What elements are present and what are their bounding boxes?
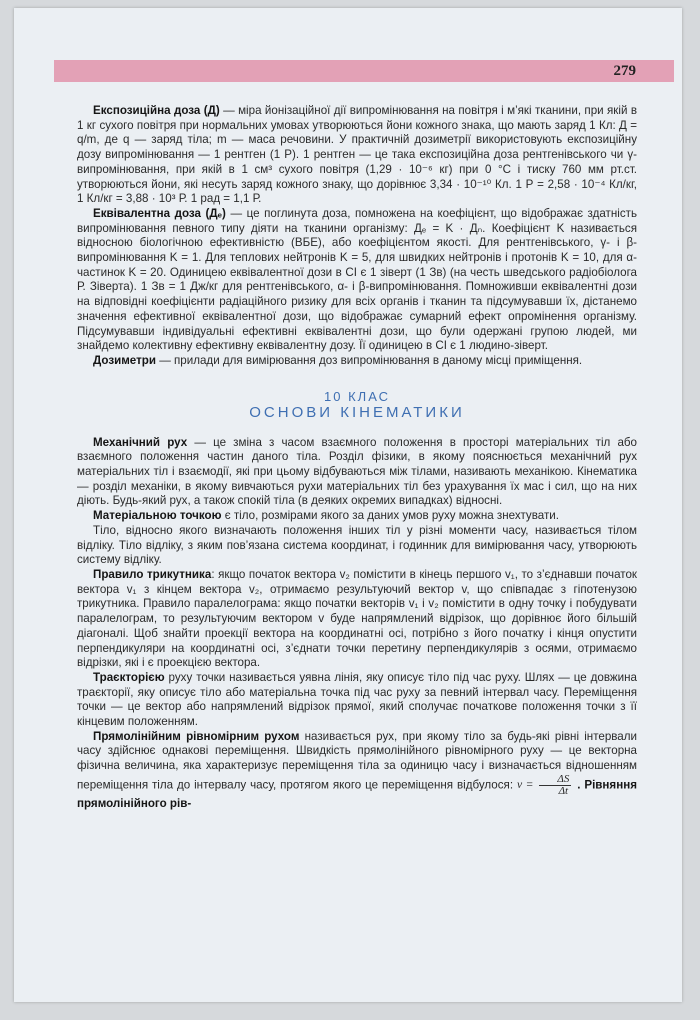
paragraph-equivalent-dose: Еквівалентна доза (Дₑ) — це поглинута доза, помножена на коефіцієнт, що відображає здатність випромінювання певного типу діяти на тканини організму: Дₑ = K · Дₙ. Коефіцієнт K називається відносною біологічною ефективністю (ВБЕ), або коефіцієнтом якості. Для рентгенівського, γ- і β-випромінювання K = 1. Для теплових нейтронів K = 5, для швидких нейтронів і протонів K = 10, для α-частинок K = 20. Одиницею еквівалентної дози в СІ є 1 зіверт (1 Зв) (на честь шведського радіобіолога Р. Зіверта). 1 Зв = 1 Дж/кг для рентгенівського, α- і β-випромінювання. Помноживши еквівалентні дози на відповідні коефіцієнти радіаційного ризику для всіх органів і тканин та підсумувавши їх, дістанемо значення ефективної еквівалентної дози, що відображає сумарний ефект опромінення організму. Підсумувавши індивідуальні ефективні еквівалентні дози, що були одержані групою людей, ми знайдемо колективну ефективну еквівалентну дозу. Її одиницею в СІ є 1 людино-зіверт.: [77, 206, 637, 353]
paragraph-exposure-dose: Експозиційна доза (Д) — міра йонізаційної дії випромінювання на повітря і м’які тканини, при якій в 1 кг сухого повітря при нормальних умовах утворюються йони кожного знака, що мають заряд 1 Кл: Д = q/m, де q — заряд тіла; m — маса речовини. У практичній дозиметрії використовують експозиційну дозу випромінювання — 1 рентген (1 Р). 1 рентген — це така експозиційна доза рентгенівського чи γ-випромінювання, при якій в 1 см³ сухого повітря (1,29 · 10⁻⁶ кг) при 0 °С і тиску 760 мм рт.ст. утворюються йони, які несуть заряд кожного знаку, що дорівнює 3,34 · 10⁻¹⁰ Кл. 1 Р = 2,58 · 10⁻⁴ Кл/кг, 1 Кл/кг = 3,88 · 10³ Р. 1 рад = 1,1 Р.: [77, 104, 637, 206]
formula-denominator: Δt: [558, 784, 569, 797]
paragraph-dosimeters: Дозиметри — прилади для вимірювання доз випромінювання в даному місці приміщення.: [93, 353, 583, 367]
formula-lhs: v =: [516, 778, 534, 792]
page-content: [77, 104, 637, 812]
formula-fraction: [539, 774, 571, 797]
velocity-formula: [516, 772, 577, 797]
paragraph-material-point: Матеріальною точкою є тіло, розмірами якого за даних умов руху можна знехтувати.: [93, 509, 559, 523]
paragraph-uniform-motion: Прямолінійним рівномірним рухом називається рух, при якому тіло за будь-які рівні інтервали часу здійснює однакові переміщення. Швидкість прямолінійного рівномірного руху — це векторна фізична величина, яка характеризує переміщення тіла за одиницю часу і визначається відношенням переміщення тіла до інтервалу часу, протягом якого це переміщення відбулося: v = $\frac{\Delta S}{\Delta t}$ . Рівняння прямолінійного рів-: [77, 729, 638, 810]
book-page: [14, 8, 682, 1002]
paragraph-trajectory: Траєкторією руху точки називається уявна лінія, яку описує тіло під час руху. Шлях — це довжина траєкторії, яку описує тіло або матеріальна точка під час руху за певний інтервал часу. Переміщення точки — це вектор або напрямлений відрізок прямої, який сполучає початкове положення точки з її кінцевим положенням.: [77, 670, 637, 729]
section-grade: 10 КЛАС: [324, 388, 390, 404]
section-heading: [77, 389, 637, 422]
page-number: 279: [613, 63, 636, 79]
trailing-text: . Рівняння прямолінійного рів-: [77, 778, 637, 810]
header-bar: [54, 60, 674, 82]
paragraph-triangle-rule: Правило трикутника: якщо початок вектора v₂ помістити в кінець першого v₁, то з’єднавши початок вектора v₁ з кінцем вектора v₂, отримаємо результуючий вектор v, що співпадає з гіпотенузою трикутника. Правило паралелограма: якщо початки векторів v₁ і v₂ помістити в одну точку і побудувати паралелограм, то результуючим вектором v буде напрямлений відрізок, що дорівнює його більшій діагоналі. Щоб знайти проекції вектора на координатні осі, потрібно з його початку і кінця опустити перпендикуляри на координатні осі, з’єднати точки перетину перпендикулярів з осями, отримаємо відрізки, які і є проекцією вектора.: [77, 567, 637, 670]
formula-numerator: ΔS: [539, 774, 571, 786]
section-title: ОСНОВИ КІНЕМАТИКИ: [249, 403, 465, 421]
paragraph-mechanical-motion: Механічний рух — це зміна з часом взаємного положення в просторі матеріальних тіл або взаємного положення частин даного тіла. Розділ фізики, в якому пояснюється механічний рух матеріальних тіл і взаємодії, які при цьому відбуваються між тілами, називають механікою. Кінематика — розділ механіки, в якому вивчаються рухи матеріальних тіл без урахування їх мас і сил, що на них діють. Будь-який рух, а також спокій тіла (в деяких окремих випадках) відносні.: [77, 435, 638, 508]
paragraph-reference-body: Тіло, відносно якого визначають положення інших тіл у різні моменти часу, називається тілом відліку. Тіло відліку, з яким пов’язана система координат, і годинник для вимірювання часу, утворюють систему відліку.: [77, 523, 637, 567]
